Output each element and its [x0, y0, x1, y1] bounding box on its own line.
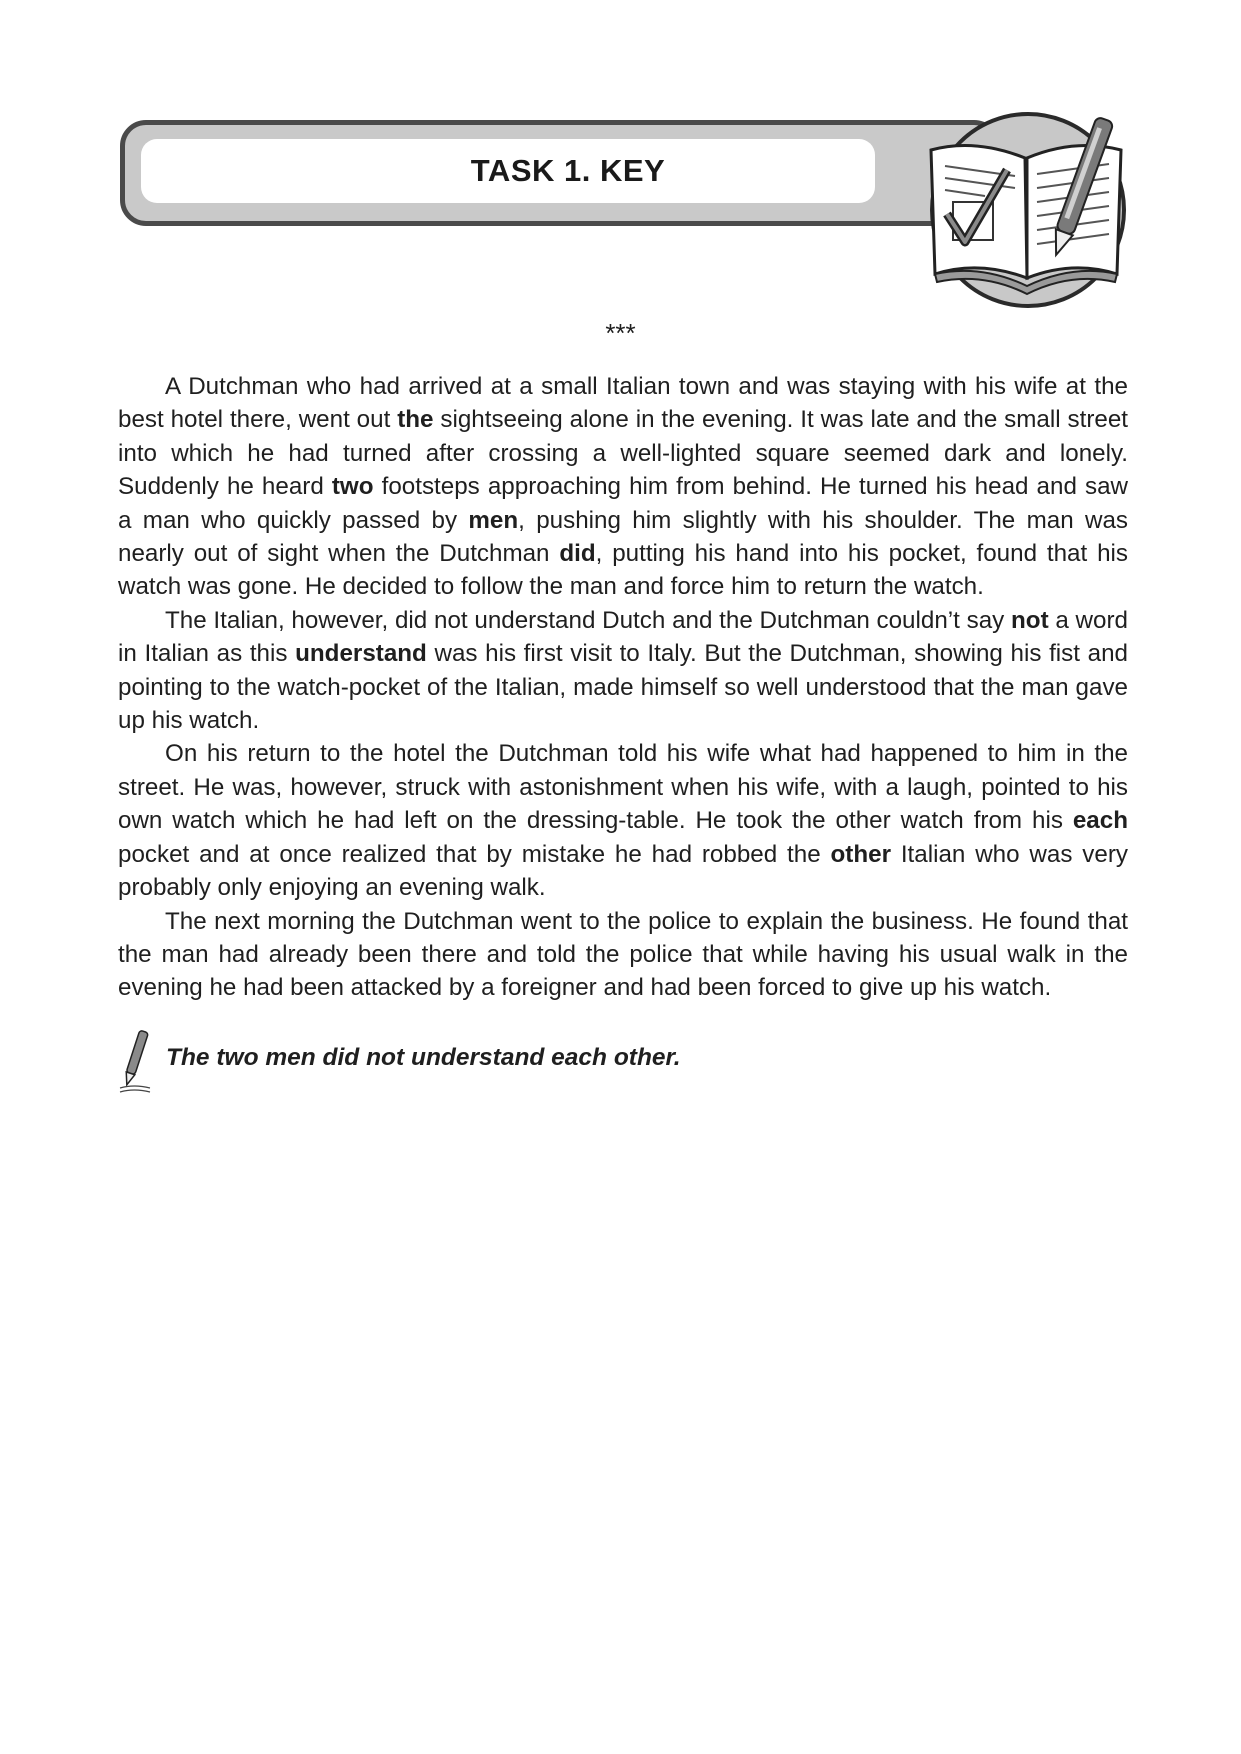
- story-paragraph: [118, 737, 1128, 904]
- story-paragraph: [118, 905, 1128, 1005]
- section-separator: ***: [605, 318, 636, 348]
- text-segment: The next morning the Dutchman went to the police to explain the business. He found that the man had already been there and told the police that while having his usual walk in the evening he had been attacked by a foreigner and had been forced to give up his watch.: [118, 907, 1128, 1002]
- answer-sentence: The two men did not understand each other.: [166, 1044, 681, 1071]
- page-title: TASK 1. KEY: [470, 153, 666, 188]
- text-segment: The Italian, however, did not understand Dutch and the Dutchman couldn’t say: [165, 606, 1012, 634]
- text-segment: Italian who was very probably only enjoying an evening walk.: [118, 840, 1128, 902]
- highlighted-word: men: [468, 506, 519, 534]
- highlighted-word: the: [397, 406, 434, 434]
- answer-note: [118, 1028, 1018, 1098]
- text-segment: a word in Italian as this: [118, 606, 1128, 668]
- text-segment: pocket and at once realized that by mistake he had robbed the: [118, 840, 831, 868]
- title-banner-inner: [141, 139, 875, 203]
- highlighted-word: two: [331, 473, 374, 501]
- pen-icon: [118, 1028, 152, 1098]
- text-segment: On his return to the hotel the Dutchman told his wife what had happened to him in the street. He was, however, struck with astonishment when his wife, with a laugh, pointed to his own watch which he had left on the dressing-table. He took the other watch from his: [118, 740, 1128, 835]
- text-segment: footsteps approaching him from behind. He turned his head and saw a man who quickly passed by: [118, 473, 1128, 534]
- text-segment: was his first visit to Italy. But the Dutchman, showing his fist and pointing to the watch-pocket of the Italian, made himself so well understood that the man gave up his watch.: [118, 640, 1128, 735]
- text-segment: sightseeing alone in the evening. It was late and the small street into which he had turned after crossing a well-lighted square seemed dark and lonely. Suddenly he heard: [118, 406, 1128, 501]
- highlighted-word: other: [830, 840, 891, 868]
- story-paragraph: [118, 604, 1128, 738]
- highlighted-word: each: [1072, 807, 1128, 835]
- story-paragraph: [118, 370, 1128, 604]
- highlighted-word: did: [559, 540, 596, 568]
- text-segment: , putting his hand into his pocket, found that his watch was gone. He decided to follow the man and force him to return the watch.: [118, 540, 1128, 601]
- title-banner: [120, 120, 1000, 226]
- open-book-checkmark-icon: [925, 110, 1131, 310]
- highlighted-word: understand: [295, 640, 427, 668]
- story-text: [118, 370, 1128, 1005]
- text-segment: , pushing him slightly with his shoulder. The man was nearly out of sight when the Dutchman: [118, 506, 1129, 568]
- highlighted-word: not: [1011, 606, 1049, 634]
- text-segment: A Dutchman who had arrived at a small Italian town and was staying with his wife at the best hotel there, went out: [118, 373, 1128, 434]
